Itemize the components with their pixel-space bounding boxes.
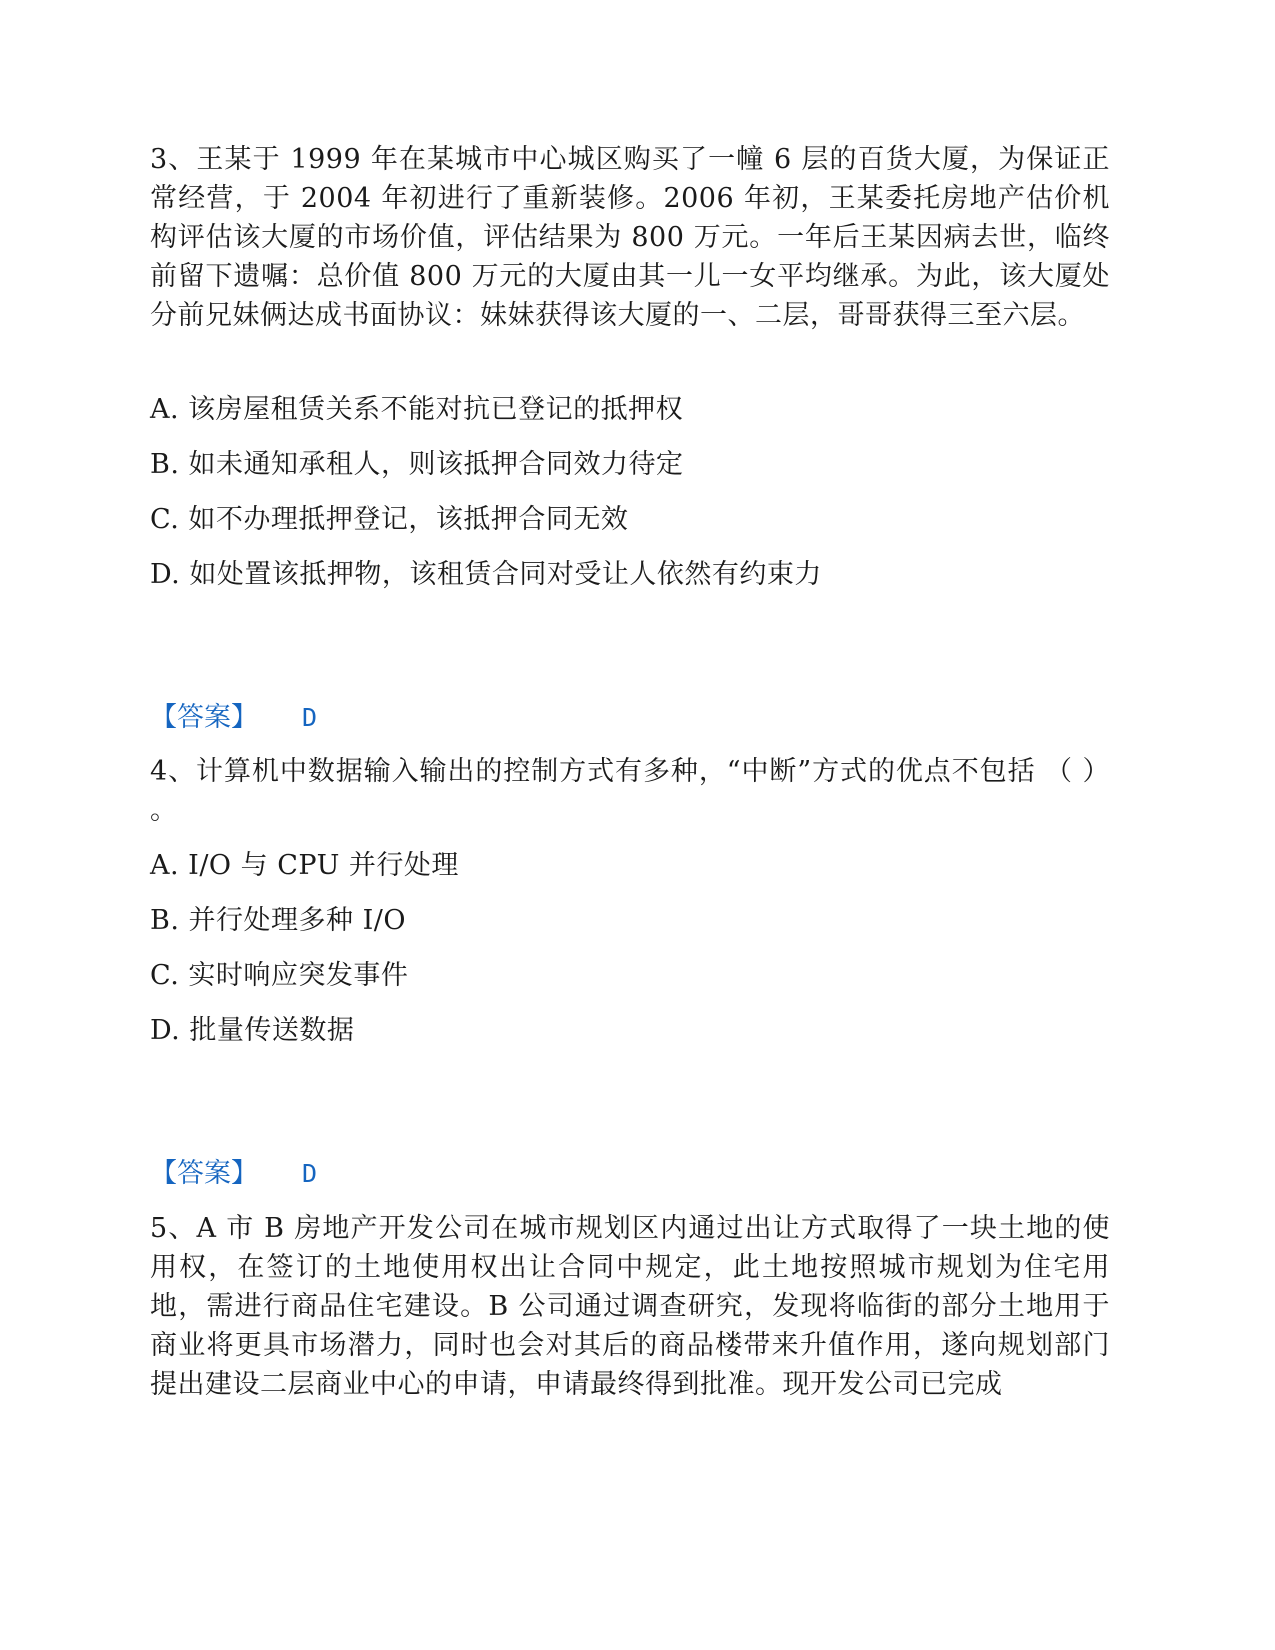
question-3-option-b: B. 如未通知承租人，则该抵押合同效力待定 bbox=[150, 449, 684, 480]
question-3-option-d: D. 如处置该抵押物，该租赁合同对受让人依然有约束力 bbox=[150, 559, 822, 590]
question-4-stem: 4、计算机中数据输入输出的控制方式有多种，“中断”方式的优点不包括 （ ） 。 bbox=[150, 756, 1110, 826]
question-4-answer bbox=[150, 1154, 317, 1193]
question-4-option-a: A. I/O 与 CPU 并行处理 bbox=[150, 850, 459, 881]
question-4-option-d: D. 批量传送数据 bbox=[150, 1015, 355, 1046]
question-5-stem: 5、A 市 B 房地产开发公司在城市规划区内通过出让方式取得了一块土地的使用权，在签订的土地使用权出让合同中规定，此土地按照城市规划为住宅用地，需进行商品住宅建设。B 公司通过调查研究，发现将临街的部分土地用于商业将更具市场潜力，同时也会对其后的商品楼带来升值作用，遂向规划部门提出建设二层商业中心的申请，申请最终得到批准。现开发公司已完成 bbox=[150, 1213, 1110, 1400]
question-3-option-c: C. 如不办理抵押登记，该抵押合同无效 bbox=[150, 504, 629, 535]
question-3-option-a: A. 该房屋租赁关系不能对抗已登记的抵押权 bbox=[150, 394, 684, 425]
answer-label: 【答案】 bbox=[150, 702, 258, 733]
question-4-option-b: B. 并行处理多种 I/O bbox=[150, 905, 406, 936]
answer-value: D bbox=[302, 1159, 318, 1188]
answer-value: D bbox=[302, 703, 318, 732]
question-3-stem: 3、王某于 1999 年在某城市中心城区购买了一幢 6 层的百货大厦，为保证正常经营，于 2004 年初进行了重新装修。2006 年初，王某委托房地产估价机构评估该大厦的市场价值，评估结果为 800 万元。一年后王某因病去世，临终前留下遗嘱：总价值 800 万元的大厦由其一儿一女平均继承。为此，该大厦处分前兄妹俩达成书面协议：妹妹获得该大厦的一、二层，哥哥获得三至六层。 bbox=[150, 144, 1110, 331]
question-4-option-c: C. 实时响应突发事件 bbox=[150, 960, 409, 991]
question-3-answer bbox=[150, 698, 317, 737]
answer-label: 【答案】 bbox=[150, 1158, 258, 1189]
